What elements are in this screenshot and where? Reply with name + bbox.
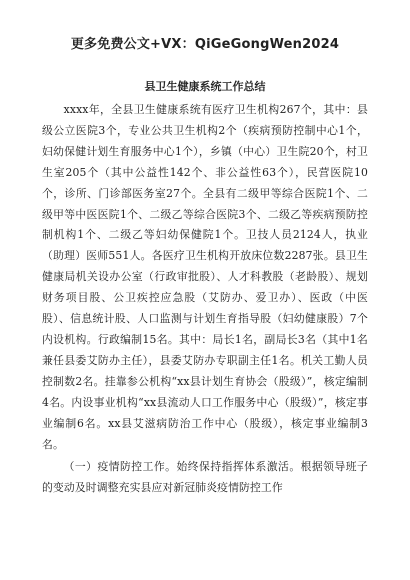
body-paragraph: xxxx年，全县卫生健康系统有医疗卫生机构267个，其中：县级公立医院3个，专业公共卫生机构2个（疾病预防控制中心1个，妇幼保健计划生育服务中心1个），乡镇（中心）卫生院20个，村卫生室205个（其中公益性142个、非公益性63个），民营医院10个，诊所、门诊部医务室27个。全县有二级甲等综合医院1个、二级甲等中医医院1个、二级乙等综合医院3个、二级乙等疾病预防控制机构1个、二级乙等妇幼保健院1个。卫技人员2124人，执业（助理）医师551人。各医疗卫生机构开放床位数2287张。县卫生健康局机关设办公室（行政审批股）、人才科教股（老龄股）、规划财务项目股、公卫疾控应急股（艾防办、爱卫办）、医政（中医股）、信息统计股、人口监测与计划生育指导股（妇幼健康股）7个内设机构。行政编制15名。其中：局长1名，副局长3名（其中1名兼任县委艾防办主任），县委艾防办专职副主任1名。机关工勤人员控制数2名。挂靠参公机构“xx县计划生育协会（股级）”，核定编制4名。内设事业机构“xx县流动人口工作服务中心（股级）”，核定事业编制6名。xx县艾滋病防治工作中心（股级），核定事业编制3名。 <box>42 103 368 451</box>
document-title: 县卫生健康系统工作总结 <box>144 80 266 93</box>
document-body <box>42 100 368 499</box>
watermark-header: 更多免费公文+VX：QiGeGongWen2024 <box>70 37 340 52</box>
body-paragraph: （一）疫情防控工作。始终保持指挥体系激活。根据领导班子的变动及时调整充实县应对新冠肺炎疫情防控工作 <box>42 460 368 495</box>
